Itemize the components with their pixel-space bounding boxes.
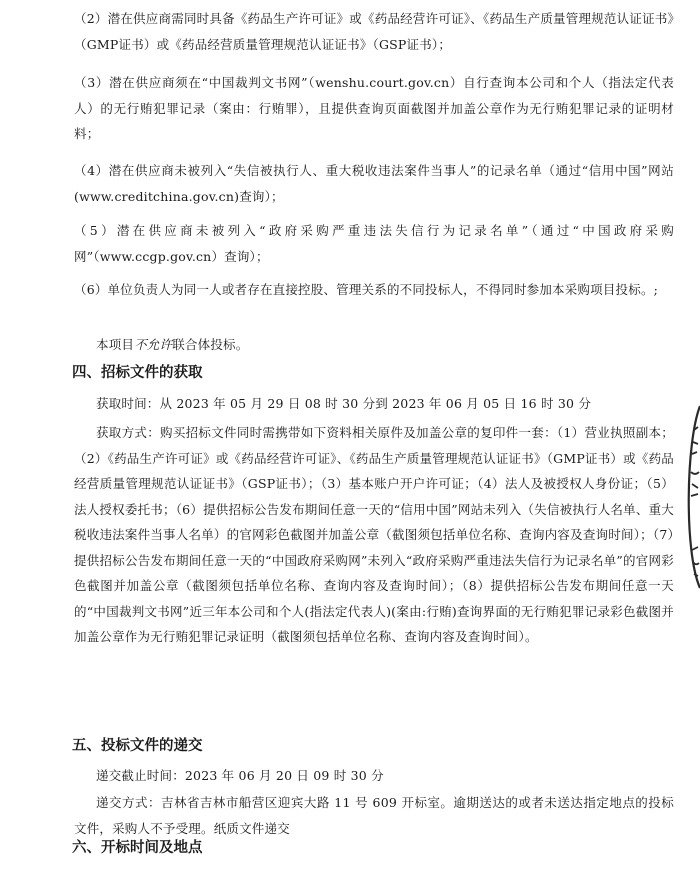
requirement-3: （3）潜在供应商须在“中国裁判文书网”（wenshu.court.gov.cn）自行查询本公司和个人（指法定代表人）的无行贿犯罪记录（案由：行贿罪），且提供查询页面截图并加盖公章作为无行贿犯罪记录的证明材料； xyxy=(74,75,674,141)
section-4-heading: 四、招标文件的获取 xyxy=(72,365,203,381)
consortium-emphasis: 不允许 xyxy=(134,337,173,352)
requirement-5: （5）潜在供应商未被列入“政府采购严重违法失信行为记录名单”（通过“中国政府采购网”（www.ccgp.gov.cn）查询）； xyxy=(74,223,674,264)
acquisition-time: 获取时间：从 2023 年 05 月 29 日 08 时 30 分到 2023 年 06 月 05 日 16 时 30 分 xyxy=(96,396,592,411)
acquisition-method: 获取方式：购买招标文件同时需携带如下资料相关原件及加盖公章的复印件一套：（1）营业执照副本；（2）《药品生产许可证》或《药品经营许可证》、《药品生产质量管理规范认证证书》（GMP证书）或《药品经营质量管理规范认证证书》（GSP证书）；（3）基本账户开户许可证；（4）法人及被授权人身份证；（5）法人授权委托书；（6）提供招标公告发布期间任意一天的“信用中国”网站未列入（失信被执行人名单、重大税收违法案件当事人名单）的官网彩色截图并加盖公章（截图须包括单位名称、查询内容及查询时间）；（7）提供招标公告发布期间任意一天的“中国政府采购网”未列入“政府采购严重违法失信行为记录名单”的官网彩色截图并加盖公章（截图须包括单位名称、查询内容及查询时间）；（8）提供招标公告发布期间任意一天的“中国裁判文书网”近三年本公司和个人(指法定代表人)(案由:行贿)查询界面的无行贿犯罪记录彩色截图并加盖公章作为无行贿犯罪记录证明（截图须包括单位名称、查询内容及查询时间）。 xyxy=(74,425,674,644)
requirement-4: （4）潜在供应商未被列入“失信被执行人、重大税收违法案件当事人”的记录名单（通过“信用中国”网站(www.creditchina.gov.cn)查询）； xyxy=(74,163,674,204)
requirement-2: （2）潜在供应商需同时具备《药品生产许可证》或《药品经营许可证》、《药品生产质量管理规范认证证书》（GMP证书）或《药品经营质量管理规范认证证书》（GSP证书）； xyxy=(74,11,674,52)
consortium-suffix: 联合体投标。 xyxy=(172,337,249,352)
consortium-prefix: 本项目 xyxy=(96,337,135,352)
official-seal-edge xyxy=(684,402,700,592)
seal-icon xyxy=(684,402,700,592)
requirement-6: （6）单位负责人为同一人或者存在直接控股、管理关系的不同投标人，不得同时参加本采购项目投标。; xyxy=(74,282,659,297)
section-5-heading: 五、投标文件的递交 xyxy=(72,738,203,754)
consortium-note xyxy=(96,332,696,358)
submission-method: 递交方式：吉林省吉林市船营区迎宾大路 11 号 609 开标室。逾期送达的或者未送达指定地点的投标文件，采购人不予受理。纸质文件递交 xyxy=(74,795,674,836)
submission-deadline: 递交截止时间：2023 年 06 月 20 日 09 时 30 分 xyxy=(96,768,384,783)
section-6-heading: 六、开标时间及地点 xyxy=(72,840,203,856)
